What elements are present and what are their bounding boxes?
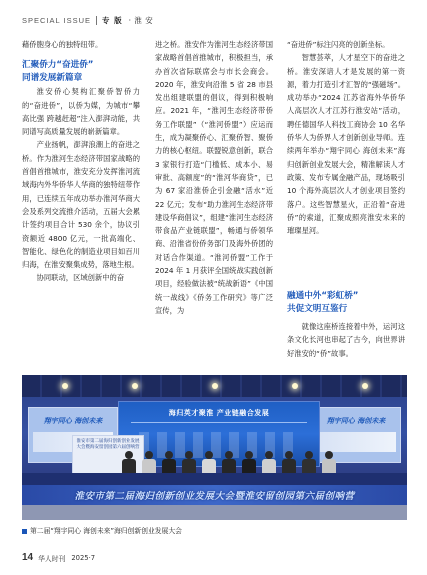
light-icon xyxy=(62,383,68,389)
page-number: 14 xyxy=(22,552,34,563)
podium-text: 淮安市第二届海归创新创业发展大会暨海安留创园第六届创响营 xyxy=(76,439,140,450)
paragraph: 就像这座桥连接着中外，运河这条文化长河也串起了古今，向世界讲好淮安的“侨”故事。 xyxy=(287,322,405,358)
section-heading: 同谱发展新篇章 xyxy=(22,73,83,84)
section-heading-block xyxy=(287,290,407,316)
event-photo xyxy=(22,375,407,520)
magazine-name: 华人时刊 xyxy=(38,554,66,563)
audience-floor xyxy=(22,505,407,520)
paragraph: “奋进侨”标注闪亮的创新坐标。 xyxy=(287,40,390,49)
photo-caption xyxy=(22,525,182,535)
article-column-2 xyxy=(155,38,273,317)
paragraph: 产业扬帆，澎湃浪潮上的奋进之桥。作为淮河生态经济带国家战略的首倡首推城市，淮安充分发挥淮河流域海内外华侨华人华商的独特纽带作用，已连续五年成功举办淮河华商大会及系列交流推介活动，五届大会累计签约项目合计 530 余个，协议引资额近 4800 亿元，一批高端化、智能化、绿色化的制造业项目如百川归海，在淮安聚集成势，落地生根。 xyxy=(22,140,140,270)
caption-text: 第二届“翔宇同心 海创未来”海归创新创业发展大会 xyxy=(30,527,182,535)
side-screen-text: 翔宇同心 海创未来 xyxy=(326,417,386,425)
paragraph: 协同联动，区域创新中的奋 xyxy=(36,273,125,283)
light-icon xyxy=(132,383,138,389)
article-column-3 xyxy=(287,38,405,237)
paragraph: 淮安侨心契构汇聚侨智侨力的“奋进侨”，以侨为媒，为城市“攀高比强 跨越赶超”注入澎湃动能，共同谱写高质量发展的崭新篇章。 xyxy=(22,87,140,137)
article-column-3-continued xyxy=(287,320,405,360)
section-subtitle: · 淮 安 xyxy=(128,15,154,25)
caption-marker-icon xyxy=(22,529,27,534)
paragraph: 藉侨胞身心的独特纽带。 xyxy=(22,40,103,49)
section-heading: 融通中外“彩虹桥” xyxy=(287,291,359,301)
section-label-zh: 专 版 xyxy=(102,15,123,25)
stage-banner xyxy=(22,485,407,505)
light-icon xyxy=(292,383,298,389)
banner-text: 淮安市第二届海归创新创业发展大会暨淮安留创园第六届创响营 xyxy=(74,491,355,502)
paragraph: 进之桥。淮安作为淮河生态经济带国家战略首倡首推城市，积极担当，承办首次省际联席会与市长会商会。2020 年，淮安向沿淮 5 省 28 市县发出组建联盟的倡议，得到积极响应。2021 年，“淮河生态经济带侨务工作联盟”（“淮河侨盟”）应运而生，成为凝聚侨心、汇聚侨智、聚侨力的核心枢纽。联盟锐意创新，联合 3 家银行打造“门槛低、成本小、易审批、高额度”的“淮河华商贷”，已为 67 家沿淮侨企引金融“活水”近 22 亿元；发布“助力淮河生态经济带建设华商倡议”，组建“淮河生态经济带食品产业链联盟”，畅通与侨领华商、沿淮省份侨务部门及海外侨团的对话合作渠道。“淮河侨盟”工作于 2024 年 1 月获评全国统战实践创新项目，经验做法被“统战新语”《中国统一战线》《侨务工作研究》等广泛宣传，为 xyxy=(155,40,273,315)
section-heading: 共促文明互鉴行 xyxy=(287,304,348,314)
stage-platform xyxy=(22,473,407,485)
section-heading: 汇聚侨力“奋进侨” xyxy=(22,60,94,71)
light-icon xyxy=(212,383,218,389)
ceiling-lights xyxy=(22,375,407,397)
article-column-1 xyxy=(22,38,140,285)
paragraph: 智慧荟萃，人才星空下的奋进之桥。淮安深谙人才是发展的第一资源，着力打造引才汇智的“强磁场”。成功举办“2024 江苏省海外华侨华人高层次人才江苏行淮安站”活动，聘任德国华人科技工商协会 10 名华侨华人为侨界人才创新创业导师。连续两年举办“翔宇同心 海创未来”海归创新创业发展大会，精准解读人才政策、发布专属金融产品，现场吸引 10 个海外高层次人才创业项目签约落户。这些智慧星火，正沿着“奋进侨”的索道，汇聚成照亮淮安未来的璀璨星河。 xyxy=(287,53,405,236)
side-screen-text: 翔宇同心 海创未来 xyxy=(43,417,103,425)
page-footer xyxy=(22,552,95,563)
running-header xyxy=(22,14,153,26)
section-label-en: SPECIAL ISSUE xyxy=(22,15,91,25)
screen-title: 海归英才聚淮 产业链融合发展 xyxy=(168,409,270,417)
issue-date: 2025·7 xyxy=(71,553,96,562)
light-icon xyxy=(362,383,368,389)
header-divider xyxy=(96,16,97,25)
